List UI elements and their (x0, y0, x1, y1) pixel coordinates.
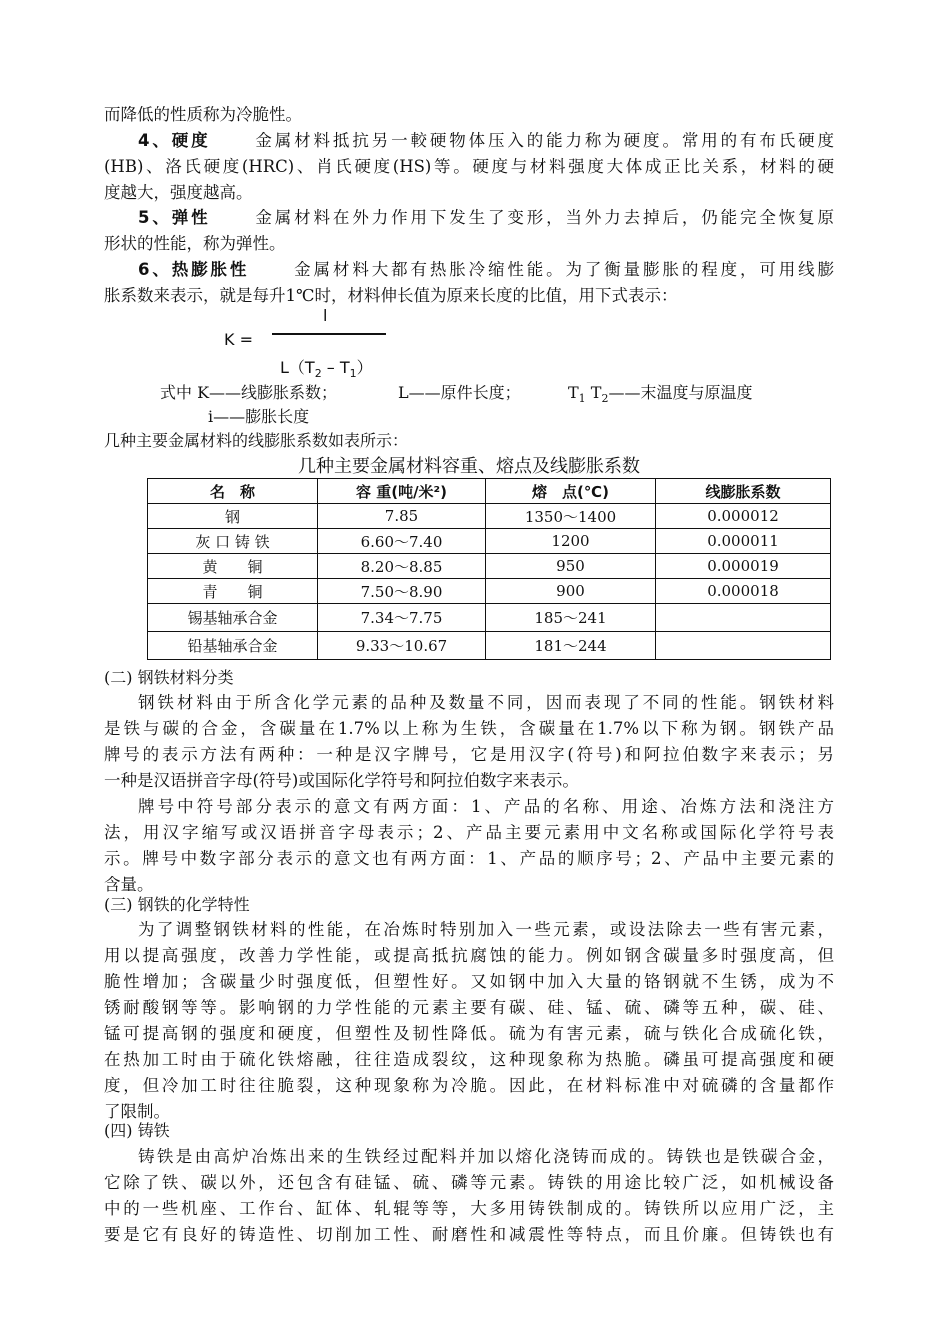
paragraph-elasticity (138, 205, 834, 231)
formula-numerator: l (323, 306, 328, 325)
text-line: 度，但冷加工时往往脆裂，这种现象称为冷脆。因此，在材料标准中对硫磷的含量都作 (104, 1076, 834, 1095)
table-row (148, 579, 831, 604)
formula-lhs: K = (224, 330, 253, 349)
table-cell: 钢 (148, 504, 318, 529)
text-line: 用以提高强度，改善力学性能，或提高抵抗腐蚀的能力。例如钢含碳量多时强度高，但 (104, 946, 834, 965)
table-row (148, 604, 831, 632)
table-cell: 1200 (486, 529, 656, 554)
text-line: 金属材料抵抗另一較硬物体压入的能力称为硬度。常用的有布氏硬度 (252, 131, 834, 150)
heading-thermal-expansion: 6、热膨胀性 (138, 260, 250, 279)
text-line: 为了调整钢铁材料的性能，在冶炼时特别加入一些元素，或设法除去一些有害元素， (138, 920, 834, 939)
table-cell: 锡基轴承合金 (148, 604, 318, 632)
text-line: 铸铁是由高炉冶炼出来的生铁经过配料并加以熔化浇铸而成的。铸铁也是铁碳合金， (138, 1147, 834, 1166)
legend-k: 式中 K——线膨胀系数； (160, 383, 338, 402)
table-cell: 铅基轴承合金 (148, 632, 318, 660)
section-title-4: (四) 铸铁 (104, 1121, 170, 1140)
text-line: 脆性增加；含碳量少时强度低，但塑性好。又如钢中加入大量的铬钢就不生锈，成为不 (104, 972, 834, 991)
text-line: 牌号中符号部分表示的意文有两方面：1、产品的名称、用途、冶炼方法和浇注方 (138, 797, 834, 816)
table-cell: 0.000018 (656, 579, 831, 604)
text-line: 中的一些机座、工作台、缸体、轧辊等等，大多用铸铁制成的。铸铁所以应用广泛，主 (104, 1199, 834, 1218)
table-cell (656, 604, 831, 632)
text-line: 一种是汉语拼音字母(符号)或国际化学符号和阿拉伯数字来表示。 (104, 771, 579, 790)
table-cell: 6.60～7.40 (318, 529, 486, 554)
text-line: 度越大，强度越高。 (104, 183, 253, 202)
table-row (148, 632, 831, 660)
legend-l: L——原件长度； (398, 383, 521, 402)
header-expansion: 线膨胀系数 (656, 479, 831, 504)
formula-denominator: $L(T_2 - T_1)$ (280, 358, 373, 381)
text-line: 示。牌号中数字部分表示的意文也有两方面：1、产品的顺序号；2、产品中主要元素的 (104, 849, 834, 868)
heading-hardness: 4、硬度 (138, 131, 211, 150)
paragraph-hardness (138, 128, 834, 154)
table-cell: 黄 铜 (148, 554, 318, 579)
text-line: 要是它有良好的铸造性、切削加工性、耐磨性和减震性等特点，而且价廉。但铸铁也有 (104, 1225, 834, 1244)
table-cell (656, 632, 831, 660)
table-cell: 181～244 (486, 632, 656, 660)
text-line: 了限制。 (104, 1102, 170, 1121)
table-cell: 8.20～8.85 (318, 554, 486, 579)
table-caption: 几种主要金属材料容重、熔点及线膨胀系数 (298, 456, 640, 477)
paragraph-thermal-expansion (138, 257, 834, 283)
legend-i: i——膨胀长度 (208, 407, 310, 426)
table-cell: 185～241 (486, 604, 656, 632)
text-line: 锈耐酸钢等等。影响钢的力学性能的元素主要有碳、硅、锰、硫、磷等五种，碳、硅、 (104, 998, 834, 1017)
table-cell: 1350～1400 (486, 504, 656, 529)
text-line: 形状的性能，称为弹性。 (104, 234, 286, 253)
table-cell: 青 铜 (148, 579, 318, 604)
text-line: 在热加工时由于硫化铁熔融，往往造成裂纹，这种现象称为热脆。磷虽可提高强度和硬 (104, 1050, 834, 1069)
header-melting-point: 熔 点(℃) (486, 479, 656, 504)
table-row (148, 504, 831, 529)
text-line: 钢铁材料由于所含化学元素的品种及数量不同，因而表现了不同的性能。钢铁材料 (138, 693, 834, 712)
table-row (148, 554, 831, 579)
text-line: 法，用汉字缩写或汉语拼音字母表示；2、产品主要元素用中文名称或国际化学符号表 (104, 823, 834, 842)
table-cell: 950 (486, 554, 656, 579)
table-cell: 0.000012 (656, 504, 831, 529)
table-cell: 900 (486, 579, 656, 604)
table-cell: 7.50～8.90 (318, 579, 486, 604)
table-row (148, 529, 831, 554)
text-line: 含量。 (104, 875, 154, 894)
text-line: 金属材料大都有热胀冷缩性能。为了衡量膨胀的程度，可用线膨 (291, 260, 834, 279)
text-line: 金属材料在外力作用下发生了变形，当外力去掉后，仍能完全恢复原 (252, 208, 834, 227)
table-cell: 灰 口 铸 铁 (148, 529, 318, 554)
table-cell: 0.000019 (656, 554, 831, 579)
section-title-3: (三) 钢铁的化学特性 (104, 895, 250, 914)
text-line: 锰可提高钢的强度和硬度，但塑性及韧性降低。硫为有害元素，硫与铁化合成硫化铁， (104, 1024, 834, 1043)
table-cell: 7.34～7.75 (318, 604, 486, 632)
text-line: 胀系数来表示，就是每升1℃时，材料伸长值为原来长度的比值，用下式表示： (104, 286, 678, 305)
text-line: 牌号的表示方法有两种：一种是汉字牌号，它是用汉字(符号)和阿拉伯数字来表示；另 (104, 745, 834, 764)
text-line: (HB)、洛氏硬度(HRC)、肖氏硬度(HS)等。硬度与材料强度大体成正比关系，材料的硬 (104, 157, 834, 176)
text-line: 是铁与碳的合金，含碳量在1.7%以上称为生铁，含碳量在1.7%以下称为钢。钢铁产品 (104, 719, 834, 738)
fraction-bar (272, 333, 386, 335)
text-line: 而降低的性质称为冷脆性。 (104, 105, 302, 124)
material-table (147, 478, 831, 660)
table-header-row (148, 479, 831, 504)
table-intro: 几种主要金属材料的线膨胀系数如表所示： (104, 431, 409, 450)
text-line: 它除了铁、碳以外，还包含有硅锰、硫、磷等元素。铸铁的用途比较广泛，如机械设备 (104, 1173, 834, 1192)
table-cell: 7.85 (318, 504, 486, 529)
header-name: 名 称 (148, 479, 318, 504)
header-density: 容 重(吨/米²) (318, 479, 486, 504)
heading-elasticity: 5、弹性 (138, 208, 211, 227)
section-title-2: (二) 钢铁材料分类 (104, 668, 234, 687)
table-cell: 9.33～10.67 (318, 632, 486, 660)
legend-t: $T_1$ $T_2——$末温度与原温度 (568, 383, 753, 406)
table-cell: 0.000011 (656, 529, 831, 554)
